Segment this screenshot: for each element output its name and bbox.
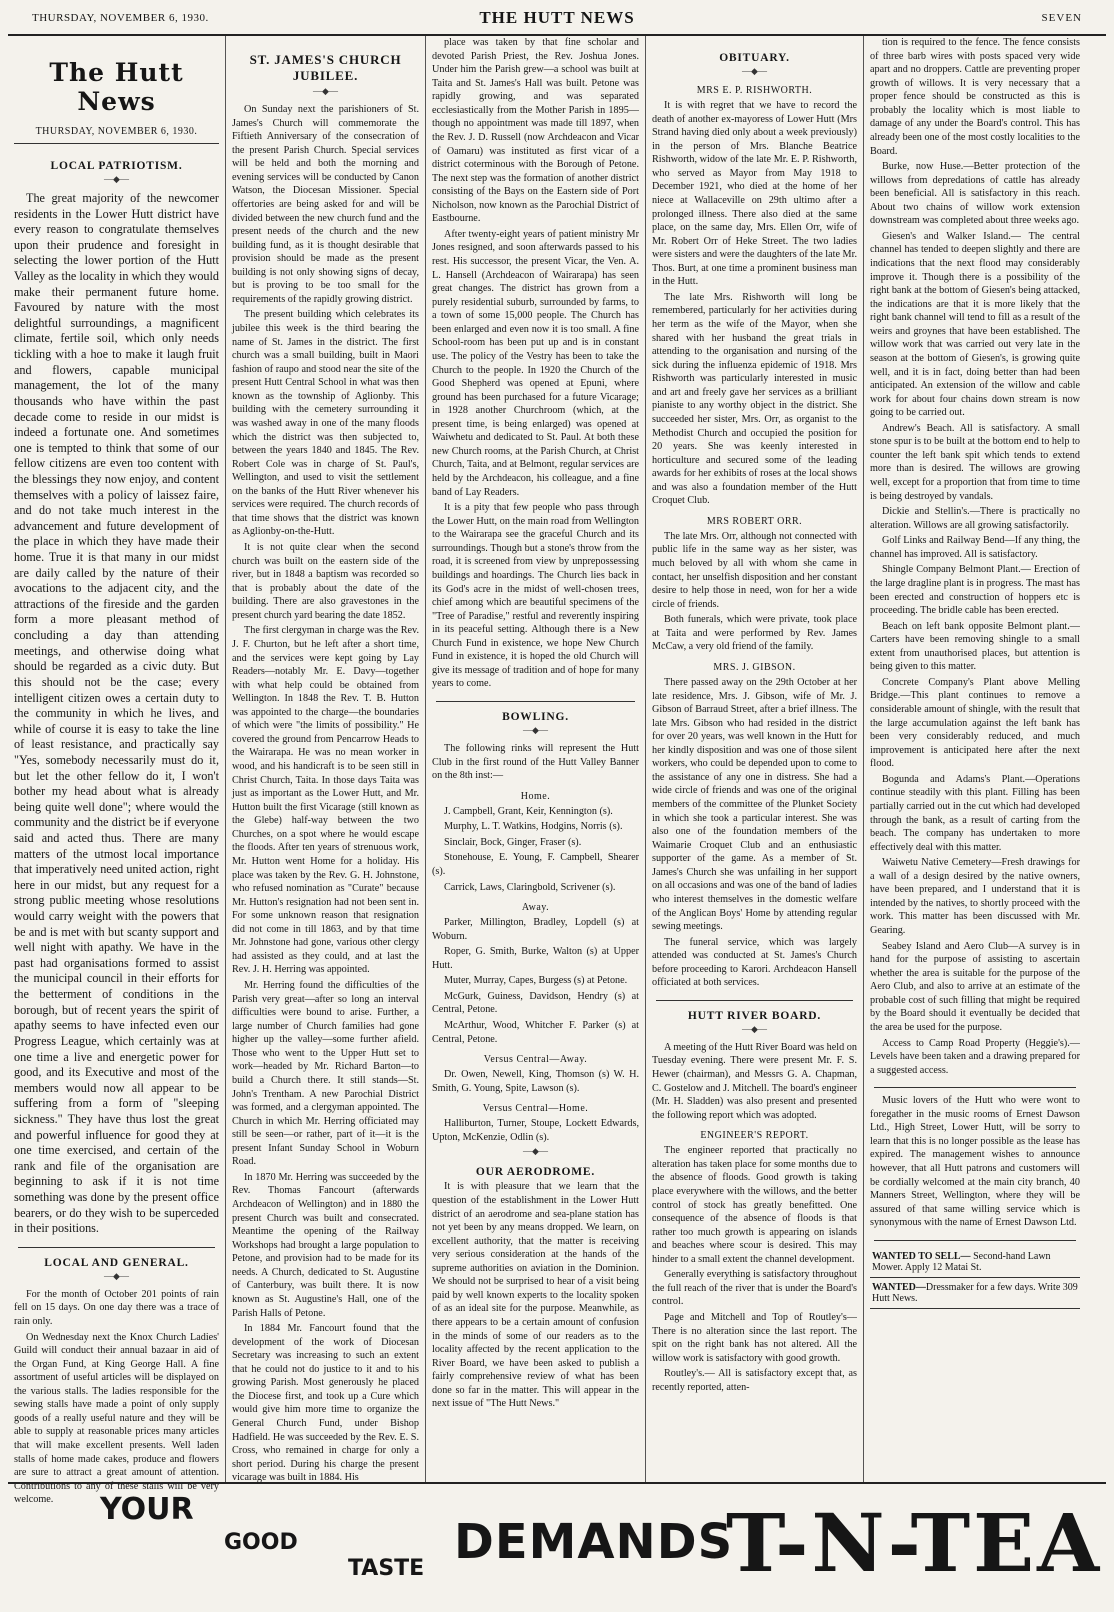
orr-obituary — [652, 530, 857, 654]
column-3 — [426, 36, 646, 1482]
bowling-rink: Parker, Millington, Bradley, Lopdell (s) at Woburn. — [432, 917, 639, 942]
header-page-number: SEVEN — [1041, 12, 1082, 24]
ornament-divider: —◆— — [104, 174, 129, 184]
columns — [8, 36, 1106, 1506]
article-paragraph: The present building which celebrates its jubilee this week is the third bearing the name of St. James in the district. The first church was a small building, built in Maori fashion of raupo and stood near the site of the present Hutt Central School in what was then known as the township of Aglionby. This building with the cemetery surrounding it was washed away in one of the many floods which the district was then subjected to, between the years 1840 and 1845. The Rev. Robert Cole was in charge of St. Paul's, Wellington, and used to visit the settlement on the banks of the Hutt River whenever his services were required. The church records of that time shows that the district was known as Aglionby-on-the-Hutt. — [232, 309, 419, 538]
tea-advertisement-banner — [8, 1482, 1106, 1612]
ad-lead: WANTED TO SELL— — [872, 1250, 971, 1262]
rishworth-heading: MRS E. P. RISHWORTH. — [696, 85, 813, 96]
header-date: THURSDAY, NOVEMBER 6, 1930. — [32, 12, 209, 24]
article-paragraph: The late Mrs. Orr, although not connected with public life in the same way as her sister, was much beloved by all with whom she came in contact, her unselfish disposition and her constant desire to help those in need, won for her a wide circle of friends. — [652, 530, 857, 610]
article-paragraph: Bogunda and Adams's Plant.—Operations continue steadily with this plant. Filling has been partially carried out in the cut which had developed through the bank, as a result of carting from the beach. The company has undertaken to more effectively deal with this matter. — [870, 773, 1080, 853]
article-paragraph: It is not quite clear when the second church was built on the eastern side of the river, but in 1848 a baptism was recorded so that is probably about the date of the building. There are also gravestones in the present church yard bearing the date 1852. — [232, 542, 419, 621]
bowling-rink: Carrick, Laws, Claringbold, Scrivener (s). — [444, 881, 616, 893]
dawson-notice — [870, 1094, 1080, 1230]
orr-heading: MRS ROBERT ORR. — [706, 515, 803, 527]
article-paragraph: The great majority of the newcomer residents in the Lower Hutt district have every reason to congratulate themselves upon their prudence and foresight in selecting the lower portion of the Hutt Valley as the locality in which they would make their permanent future home. Favoured by nature with the most delightful surroundings, a magnificent climate, fertile soil, which only needs tickling with a hoe to make it laugh fruit and flowers, capable municipal management, the lot of the many thousands who have within the past decade come to reside in our midst is indeed a fortunate one. And sometimes one is tempted to think that some of our fellow citizens are even too content with the blessings they now enjoy, and content themselves with a policy of laissez faire, and do not take much interest in the advancement and future development of the place in which they have made their home. True it is that many in our midst are daily called by the nature of their avocations to the adjacent city, and the attractions of the fireside and the garden form a more pleasant method of concluding a day than attending meetings, and otherwise doing what should be regarded as a civic duty. But this should not be the case; every intelligent citizen owes a certain duty to the community in which he lives, and while of course it is easy to take the line of least resistance, and practically say "Yes, somebody necessarily must do it, but let the other fellow do it, I won't bother my head about what is already being quite well done"; where would the community and the district be if everyone said and acted thus. There are many matters of the utmost local importance that imperatively need united action, right here in our midst, but any request for a strong public meeting whose resolutions would carry weight with the powers that be and is met with but scanty support and well night with apathy. We have in the past had organisations formed to assist the municipal council in their efforts for the betterment of conditions in the borough, but of recent years the spirit of apathy seems to have infected even our Progress League, which certainly was at one time a live and energetic power for good, and its Executive and most of the members would now all appear to be suffering from a form of "sleeping sickness." They have thus lost the great and powerful influence for good they at one time exercised, and certain of the rank and file of the organisation are beginning to ask if it is not time something was done by the present office bearers, or do they wish to be superceded in their positions. — [14, 191, 219, 1236]
jubilee-article — [232, 103, 419, 1485]
ornament-divider: —◆— — [523, 1146, 548, 1157]
column-rule — [656, 1000, 853, 1001]
article-paragraph: In 1884 Mr. Fancourt found that the development of the work of Diocesan Secretary was increasing to such an extent that he could not do justice to it and to his growing Parish. Most generously he placed the Diocese first, and took up a Cure which would give him more time to organize the General Church Fund, under Bishop Hadfield. He was succeeded by the Rev. E. S. Cross, who remained in charge for only a short period. During his charge the present vicarage was built in 1884. His — [232, 1323, 419, 1484]
local-general-article — [14, 1288, 219, 1507]
article-paragraph: tion is required to the fence. The fence consists of three barb wires with posts spaced very wide apart and no droppers. Cattle are preventing proper growth of willows. It is very necessary that a proper fence should be constructed as this is probably the locality which is most liable to damage of any under the Board's control. This has already been one of the most costly localities to the Board. — [870, 37, 1080, 157]
banner-word-your: YOUR — [100, 1492, 194, 1527]
patriotism-article — [14, 191, 219, 1237]
ornament-divider: —◆— — [104, 1270, 129, 1281]
column-rule — [874, 1240, 1076, 1241]
banner-word-demands: DEMANDS — [454, 1514, 734, 1570]
article-paragraph: Shingle Company Belmont Plant.— Erection of the large dragline plant is in progress. The mast has been erected and construction of hoppers etc is proceeding. The bridle cable has been erected. — [870, 564, 1080, 617]
article-paragraph: Andrew's Beach. All is satisfactory. A small stone spur is to be built at the bottom end to help to counter the left bank spit which tends to extend more than is desired. The willows are growing well, except for a proportion that from time to time is being destroyed by vandals. — [870, 422, 1080, 502]
bowling-rink: J. Campbell, Grant, Keir, Kennington (s). — [444, 805, 613, 817]
article-paragraph: There passed away on the 29th October at her late residence, Mrs. J. Gibson, wife of Mr. J. Gibson of Barraud Street, after a brief illness. The late Mrs. Gibson who had resided in the district for over 20 years, was well known in the Hutt for her kindly disposition and was one of those silent workers, who could be depended upon to come to the assistance of any one in distress. She had a wide circle of friends and was one of the original members of the committee of the Plunket Society in which she took a particular interest. She was also one of the foundation members of the Waimarie Croquet Club and an enthusiastic supporter of the game. As a member of St. James's Church she was unfailing in her support on all occasions and was one of the band of ladies who interest themselves in the domestic welfare of the Anglican Boys' Home by attending regular sewing meetings. — [652, 676, 857, 933]
banner-word-good: GOOD — [224, 1530, 298, 1555]
ornament-divider: —◆— — [742, 1023, 767, 1034]
banner-word-taste: TASTE — [348, 1556, 425, 1581]
bowling-rink: Roper, G. Smith, Burke, Walton (s) at Upper Hutt. — [432, 946, 639, 971]
column-rule — [18, 1247, 215, 1248]
article-paragraph: Access to Camp Road Property (Heggie's).—Levels have been taken and a drawing prepared for a suggested access. — [870, 1037, 1080, 1076]
ad-text: Second-hand Lawn Mower. Apply 12 Matai St. — [872, 1250, 1051, 1273]
article-paragraph: Music lovers of the Hutt who were wont to foregather in the music rooms of Ernest Dawson Ltd., High Street, Lower Hutt, will be sorry to learn that this is no longer possible as the lease has expired. The management wishes to announce however, that all Hutt patrons and customers will be cordially welcomed at the main city branch, 40 Manners Street, Wellington, where they will be assured of that same willing service which is synonymous with the name of Ernest Dawson Ltd. — [870, 1095, 1080, 1229]
bowling-rink: Halliburton, Turner, Stoupe, Lockett Edwards, Upton, McKenzie, Odlin (s). — [432, 1118, 639, 1143]
ornament-divider: —◆— — [313, 86, 338, 96]
bowling-rink: McGurk, Guiness, Davidson, Hendry (s) at Central, Petone. — [432, 990, 639, 1016]
ornament-divider: —◆— — [742, 66, 767, 76]
classified-ad-dressmaker — [870, 1278, 1080, 1309]
article-paragraph: Beach on left bank opposite Belmont plant.—Carters have been removing shingle to a small extent from unauthorised places, but attention is being given to this matter. — [870, 620, 1080, 673]
article-paragraph: Both funerals, which were private, took place at Taita and were performed by Rev. James McCaw, a very old friend of the family. — [652, 614, 857, 653]
page-header — [8, 4, 1106, 36]
bowling-rink: Muter, Murray, Capes, Burgess (s) at Petone. — [444, 975, 628, 987]
river-board-heading: HUTT RIVER BOARD. — [687, 1009, 822, 1022]
ornament-divider: —◆— — [523, 725, 548, 735]
bowling-rink: Stonehouse, E. Young, F. Campbell, Shearer (s). — [432, 852, 639, 877]
local-general-heading: LOCAL AND GENERAL. — [44, 1256, 189, 1269]
ad-lead: WANTED— — [872, 1281, 926, 1293]
article-paragraph: Burke, now Huse.—Better protection of the willows from depredations of cattle has already been beneficial. All is satisfactory in this reach. About two chains of willow work extension downstream was completed about three weeks ago. — [870, 161, 1080, 227]
article-paragraph: Waiwetu Native Cemetery—Fresh drawings for a wall of a design desired by the native owners, have been prepared, and I understand that it is intended by the natives, to shortly proceed with the work. This matter has been discussed with Mr. Gearing. — [870, 857, 1080, 936]
aerodrome-article — [432, 1180, 639, 1411]
column-4 — [646, 36, 864, 1482]
bowling-rink: McArthur, Wood, Whitcher F. Parker (s) at Central, Petone. — [432, 1020, 639, 1045]
bowling-intro: The following rinks will represent the Hutt Club in the first round of the Hutt Valley Banner on the 8th inst:— — [432, 743, 639, 782]
article-paragraph: The first clergyman in charge was the Rev. J. F. Churton, but he left after a short time, and the services were kept going by Lay Readers—notably Mr. E. Davy—together with what help could be obtained from Wellington. In 1848 the Rev. T. B. Hutton was appointed to the charge—the boundaries of which were "the limits of possibility." He covered the ground from Pencarrow Heads to the Wairarapa. He was no mean worker in wood, and his handicraft is to be seen still in Christ Church, Taita. In those days Taita was just as important as the Lower Hutt, and Mr. Hutton built the first Vicarage (still known as the Glebe) half-way between the two Churches, on a spot where he would escape the floods. After ten years of strenuous work, Mr. Hutton went Home for a holiday. His place was taken by the Rev. G. H. Johnstone, who refused nomination as "Curate" because Mr. Hutton's resignation had not been sent in. For some unknown reason that resignation did not come in till 1863, and by that time Mr. Johnstone had gone, various other clergy had assisted as they could, and at last the Rev. J. H. Herring was appointed. — [232, 625, 419, 976]
article-paragraph: After twenty-eight years of patient ministry Mr Jones resigned, and soon afterwards passed to his rest. His successor, the present Vicar, the Ven. A. L. Hansell (Archdeacon of Wairarapa) has seen great changes. The district has grown from a purely residential suburb, surrounded by farms, to a town of some 15,000 people. The Church has been enlarged and even now it is too small. A fine School-room has been put up and is in constant use. The policy of the Vestry has been to take the Church to the people. In 1920 the Church of the Good Shepherd was opened at Epuni, where ground has been purchased for a future Vicarage; in 1928 another Churchroom (which, at the present time, is being enlarged) was opened at Waiwhetu and dedicated to St. Paul. At both these new Church rooms, at the Parish Church, at Christ Church, Taita, and at Belmont, regular services are held by the Archdeacon, his colleague, and a fine band of Lay Readers. — [432, 228, 639, 498]
article-paragraph: place was taken by that fine scholar and devoted Parish Priest, the Rev. Joshua Jones. Under him the Parish grew—a school was built at Taita and St. James's Hall was built. Petone was rapidly growing, and was separated ecclesiastically from the Mother Parish in 1895—though no appointment was made till 1897, when the Rev. J. D. Russell (now Archdeacon and Vicar of Oamaru) was instituted as first vicar of a district coterminous with the Borough of Petone. The next step was the formation of another district consisting of the Bays on the Eastern side of Port Nicholson, now known as the Parochial District of Eastbourne. — [432, 37, 639, 225]
article-paragraph: On Wednesday next the Knox Church Ladies' Guild will conduct their annual bazaar in aid of the Organ Fund, at King George Hall. A fine assortment of useful articles will be displayed on the various stalls. The ladies responsible for the sewing stalls have made a point of only supply goods of a really useful nature and they will be able to supply at reasonable prices many articles that will make excellent presents. Well laden stalls of home made cakes, produce and flowers are sure to attract a great amount of attention. Contributions to any of these stalls will be very welcome. — [14, 1331, 219, 1506]
bowling-rink: Sinclair, Bock, Ginger, Fraser (s). — [444, 836, 582, 848]
river-board-article — [652, 1041, 857, 1395]
article-paragraph: For the month of October 201 points of rain fell on 15 days. On one day there was a trace of rain only. — [14, 1288, 219, 1327]
article-paragraph: It is with regret that we have to record the death of another ex-mayoress of Lower Hutt (Mrs Strand having died only about a week previously) in the person of Mrs. Blanche Beatrice Rishworth, widow of the late Mr. E. P. Rishworth, who served as Mayor from May 1918 to December 1921, who died at the home of her niece at Wallaceville on 29th ultimo after a prolonged illness. There also died at the same place, on the same day, Mrs. Ellen Orr, wife of Mr. Robert Orr of Heke Street. The two ladies were sisters and were the daughters of the late Mr. Thos. Burt, at one time a prominent business man in the Hutt. — [652, 100, 857, 288]
article-paragraph: Golf Links and Railway Bend—If any thing, the channel has improved. All is satisfactory. — [870, 535, 1080, 560]
bowling-article — [432, 742, 639, 1144]
article-paragraph: A meeting of the Hutt River Board was held on Tuesday evening. There were present Mr. F. S. Hewer (chairman), and Messrs G. A. Chapman, C. Gostelow and J. Mitchell. The board's engineer (Mr. H. Sladden) was also present and presented the following report which was adopted. — [652, 1041, 857, 1121]
banner-brand-tntea: T-N-TEA — [726, 1496, 1103, 1590]
header-paper-title: THE HUTT NEWS — [479, 8, 635, 27]
article-paragraph: On Sunday next the parishioners of St. James's Church will commemorate the Fiftieth Anniversary of the consecration of the present Parish Church. Special services will be held and both the morning and evening services will be conducted by Canon Watson, the Diocesan Missioner. Special offertories are being asked for and will be divided between the new church fund and the present needs of the church and the new building fund, as it is thought desirable that provision should be made as the present building is not only showing signs of decay, but is proving to be too small for the requirements of the rapidly growing district. — [232, 104, 419, 305]
bowling-rink: Murphy, L. T. Watkins, Hodgins, Norris (s). — [444, 821, 623, 833]
gibson-heading: MRS. J. GIBSON. — [713, 661, 796, 673]
column-2 — [226, 36, 426, 1482]
article-paragraph: Mr. Herring found the difficulties of the Parish very great—after so long an interval difficulties were bound to arise. Further, a large number of Church families had gone higher up the valley—some further afield. Those who went to the Upper Hutt set to work—headed by Mr. Richard Barton—to build a Church there. It still stands—St. John's Trentham. A new Parochial District was formed, and a clergyman appointed. The Church in which Mr. Herring officiated may still be seen—or rather, part of it—it is the present Infant Sunday School in Woburn Road. — [232, 980, 419, 1168]
classified-ad-lawn-mower — [870, 1247, 1080, 1278]
bowling-versus-away-label: Versus Central—Away. — [483, 1054, 588, 1066]
article-paragraph: It is with pleasure that we learn that the question of the establishment in the Lower Hutt district of an aerodrome and sea-plane station has not yet been by any means dropped. We learn, on excellent authority, that the matter is receiving very serious consideration at the hands of the supreme authorities on aviation in the Dominion. We should not be surprised to hear of a visit being paid by well known experts to the locality spoken of as an ideal site for the purpose. Meanwhile, as there appears to be a certain amount of confusion in the minds of some of our readers as to the locality affected by the recent application to the River Board, we have been asked to publish a fairly comprehensive review of what has been done so far in the matter. This will appear in the next issue of "The Hutt News." — [432, 1181, 639, 1410]
gibson-obituary — [652, 676, 857, 990]
bowling-home-label: Home. — [520, 790, 551, 802]
masthead-dateline: THURSDAY, NOVEMBER 6, 1930. — [14, 126, 219, 144]
bowling-away-label: Away. — [521, 902, 550, 914]
obituary-heading: OBITUARY. — [719, 52, 790, 64]
article-paragraph: It is a pity that few people who pass through the Lower Hutt, on the main road from Wellington to the Wairarapa see the graceful Church and its surroundings. Though but a stone's throw from the road, it is screened from view by unprepossessing buildings and hoardings. The Church lies back in its God's acre in the midst of well-chosen trees, chief among which are beautiful specimens of the "Tree of Paradise," restful and reverently inspiring in its peaceful setting. Although there is a New Church Fund in existence, we hope New Church Fund in existence, it is hoped the old Church will give its message of tradition and of hope for many years to come. — [432, 502, 639, 690]
ad-text: Dressmaker for a few days. Write 309 Hutt News. — [872, 1281, 1078, 1304]
article-paragraph: Dickie and Stellin's.—There is practically no alteration. Willows are all growing satisfactorily. — [870, 506, 1080, 531]
column-5 — [864, 36, 1086, 1482]
article-paragraph: Giesen's and Walker Island.— The central channel has tended to deepen slightly and there are indications that the next flood may considerably improve it. Though there is a possibility of the right bank at the bottom of Giesen's being attacked, the indications are that it is more likely that the right bank channel will tend to fill as a result of the weirs and groynes that have been established. The willow work that was carried out very late in the season at the bottom of Giesen's, is growing quite well, and it is in fact, doing better than had been anticipated. An extension of the willow and cable work for about four chains down stream is now going to be carried out. — [870, 230, 1080, 419]
patriotism-heading: LOCAL PATRIOTISM. — [50, 160, 183, 172]
article-paragraph: The engineer reported that practically no alteration has taken place for some months due to the absence of floods. Good growth is taking place everywhere with the willows, and the better control of stock has greatly benefitted. One consequence of the absence of floods is that rather too much growth is appearing on islands and beaches where scour is desired. This may hinder to a small extent the channel development. — [652, 1145, 857, 1265]
article-paragraph: Seabey Island and Aero Club—A survey is in hand for the purpose of assisting to ascertain whether the area is suitable for the purpose of the Aero Club, and also to arrive at an estimate of the probable cost of such filling that might be required by the Board should it eventually be decided that the area be used for the purpose. — [870, 940, 1080, 1033]
column-rule — [874, 1087, 1076, 1088]
masthead: The Hutt News — [49, 58, 184, 116]
article-paragraph: Page and Mitchell and Top of Routley's—There is no alteration since the last report. The spit on the right bank has not altered. All the willow work is satisfactory with good growth. — [652, 1312, 857, 1364]
engineer-report-heading: ENGINEER'S REPORT. — [700, 1130, 809, 1142]
bowling-versus-home-label: Versus Central—Home. — [482, 1103, 589, 1115]
column-1 — [8, 36, 226, 1506]
river-board-article-continued — [870, 36, 1080, 1077]
bowling-rink: Dr. Owen, Newell, King, Thomson (s) W. H. Smith, G. Young, Spite, Lawson (s). — [432, 1069, 639, 1094]
article-paragraph: Generally everything is satisfactory throughout the full reach of the river that is under the Board's control. — [652, 1269, 857, 1308]
column-rule — [436, 701, 635, 702]
jubilee-heading: ST. JAMES'S CHURCH JUBILEE. — [249, 52, 402, 83]
aerodrome-heading: OUR AERODROME. — [475, 1166, 596, 1179]
article-paragraph: Concrete Company's Plant above Melling Bridge.—This plant continues to remove a considerable amount of shingle, with the result that the large accumulation against the left bank has been very considerably reduced, and much improvement is anticipated here after the next flood. — [870, 676, 1080, 770]
article-paragraph: The late Mrs. Rishworth will long be remembered, particularly for her activities during her term as the wife of the Mayor, when she shared with her husband the great trials in attending to the organisation and nursing of the sick during the influenza epidemic of 1918. Mrs Rishworth was particularly interested in music and art and freely gave her services as a brilliant pianiste to any worthy object in the district. She succeeded her sister, Mrs. Orr, as organist to the Methodist Church and occupied the position for 20 years. She was keenly interested in horticulture and secured some of the leading awards for her exhibits of roses at the local shows and was also a foundation member of the Hutt Croquet Club. — [652, 291, 857, 507]
jubilee-article-continued — [432, 36, 639, 691]
article-paragraph: In 1870 Mr. Herring was succeeded by the Rev. Thomas Fancourt (afterwards Archdeacon of Wellington) and in 1880 the present Church was built and consecrated. Meantime the opening of the Railway Workshops had brought a large population to Petone, and provision had to be made for its needs. A Church, dedicated to St. Augustine of Canterbury, was built there. It is now known as St. Augustine's Hall, one of the Parish Halls of Petone. — [232, 1171, 419, 1319]
bowling-heading: BOWLING. — [502, 711, 569, 723]
article-paragraph: The funeral service, which was largely attended was conducted at St. James's Church before proceeding to Karori. Archdeacon Hansell officiated at both services. — [652, 936, 857, 989]
article-paragraph: Routley's.— All is satisfactory except that, as recently reported, atten- — [652, 1368, 857, 1393]
rishworth-obituary — [652, 99, 857, 508]
